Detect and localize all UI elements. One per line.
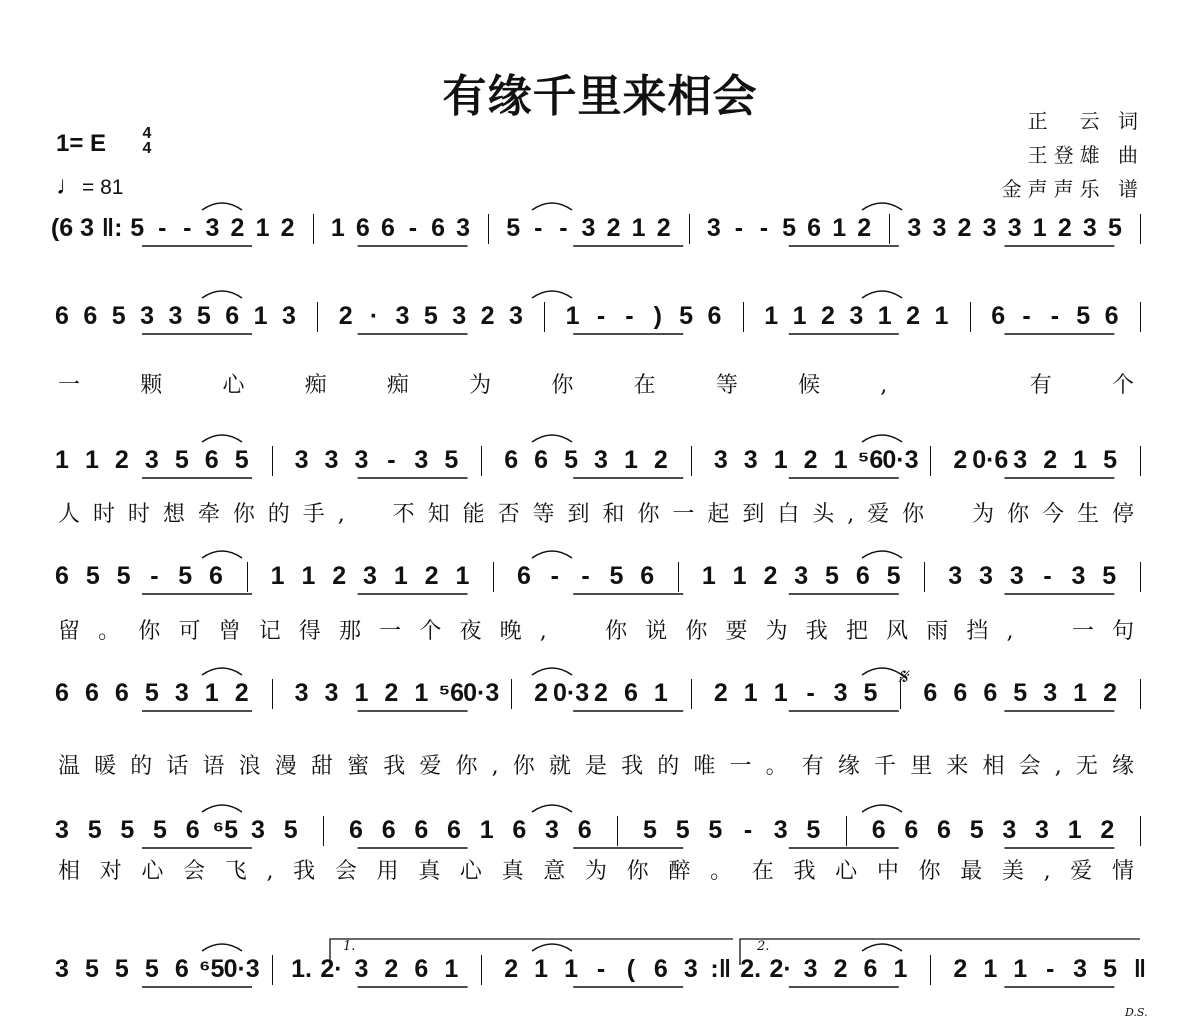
notation-token: 3 [1013,446,1028,474]
notation-token: 1 [983,955,998,983]
lyricist-credit: 正 云 词 [1027,109,1144,133]
notation-token: 2 [953,955,968,983]
notation-token: 3 [508,302,523,330]
notation-token: 3 [545,816,559,844]
notation-token: 1 [764,302,779,330]
notation-token: 5 [116,562,131,590]
tempo-marking [56,170,123,201]
notation-token: ‖: [101,214,123,242]
notation-token: 6 [414,955,429,983]
notation-token: 2 [1103,679,1117,707]
notation-token: 5 [1107,214,1122,242]
notation-token: 6 [640,562,655,590]
notation-token: 2 [953,446,968,474]
notation-token: 3 [581,214,596,242]
notation-token: 3 [456,214,471,242]
notation-token: 1 [1032,214,1047,242]
notation-token: 1 [773,446,788,474]
notation-token: 2 [332,562,347,590]
notation-token: 0·3 [223,955,260,983]
notation-token: 3 [594,446,608,474]
notation-token: 6 [55,562,69,590]
notation-token: 3 [1007,214,1022,242]
notation-token: 5 [708,816,723,844]
notation-token: 6 [185,816,200,844]
notation-token: 6 [225,302,240,330]
notation-token: 5 [825,562,839,590]
notation-token: 5 [120,816,135,844]
notation-token: 2 [1057,214,1072,242]
barline [1140,302,1141,332]
notation-token: 2· [320,955,343,983]
notation-token: 3 [140,302,155,330]
notation-token: 3 [907,214,922,242]
notation-token: 5 [144,679,159,707]
notation-token: 6 [953,679,968,707]
notation-token: - [408,214,418,242]
music-system [0,552,1200,600]
music-system [0,292,1200,340]
notation-token: - [806,679,815,707]
notation-token: 5 [111,302,126,330]
notation-token: 6 [855,562,870,590]
notation-token: 1 [255,214,270,242]
notation-token: 5 [87,816,102,844]
notation-token: 0·3 [463,679,500,707]
notation-token: ( [626,955,636,983]
music-system [0,806,1200,854]
notation-token: 1 [1067,816,1082,844]
notation-token: 5 [130,214,145,242]
notation-token: 2 [480,302,495,330]
notation-token: 6 [414,816,429,844]
segno-icon: 𝄋 [898,665,908,690]
notation-token: 6 [534,446,549,474]
notation-token: 6 [904,816,919,844]
notation-token: 5 [679,302,694,330]
notation-token: 5 [1103,955,1117,983]
notation-token: 3 [743,446,758,474]
notation-token: 3 [1002,816,1017,844]
lyrics-line: 相对心会飞,我会用真心真意为你醉。在我心中你最美,爱情 [58,859,1143,884]
notation-token: · [369,302,379,330]
notation-token: ‖ [1133,955,1147,983]
notation-token: 2 [656,214,671,242]
notation-token: 3 [1035,816,1049,844]
notation-token: 3 [1071,562,1086,590]
notation-token: 2 [653,446,668,474]
notation-token: 3 [354,955,369,983]
quarter-note-icon: ♩ [56,170,82,200]
barline [1140,214,1141,244]
notation-token: 6 [55,679,69,707]
notation-token: 0·3 [552,679,590,707]
transcriber-credit: 金声声乐 谱 [1001,177,1144,201]
notation-token: 3 [324,679,339,707]
notation-token: 2 [803,446,818,474]
notation-token: 5 [675,816,690,844]
notation-token: - [1045,955,1055,983]
notation-token: - [158,214,167,242]
notation-token: 3 [773,816,788,844]
notation-token: - [596,955,606,983]
notation-token: 5 [1013,679,1028,707]
barline [1140,446,1141,476]
notation-token: 2 [534,679,549,707]
volta-2-label: 2. [757,939,770,954]
notation-token: 1 [270,562,285,590]
notation-token: 5 [1103,446,1117,474]
notation-token: 5 [85,562,100,590]
notation-token: 1 [253,302,268,330]
music-system [0,945,1200,993]
notation-token: 1 [301,562,316,590]
notation-token: 1 [330,214,345,242]
lyrics-line: 一颗心痴痴为你在等候, 有个 [58,373,1143,398]
notation-token: 3 [706,214,721,242]
notation-token: ) [653,302,662,330]
notation-token: - [1050,302,1060,330]
notation-token: 6 [84,679,99,707]
notation-token: 6 [355,214,370,242]
notation-token: 5 [969,816,984,844]
notation-token: 1 [393,562,408,590]
time-signature [137,126,157,156]
notation-token: 2 [820,302,835,330]
notation-token: 1 [893,955,908,983]
notation-token: 1 [564,955,578,983]
notation-token: 1 [732,562,747,590]
notation-token: 6 [863,955,878,983]
notation-token: 6 [349,816,363,844]
notation-token: 5 [609,562,624,590]
notation-token: 2 [906,302,920,330]
notation-token: 1 [354,679,369,707]
time-signature-bottom: 4 [142,140,152,157]
notation-token: - [550,562,559,590]
notation-token: 3 [1009,562,1024,590]
notation-token: - [1022,302,1031,330]
notation-token: 2 [114,446,129,474]
notation-token: 3 [1082,214,1097,242]
notation-token: 6 [937,816,951,844]
notation-token: :‖ [710,955,732,983]
notation-token: 2 [1043,446,1058,474]
music-system [0,436,1200,484]
notation-token: 5 [114,955,129,983]
notation-token: 6 [653,955,668,983]
notation-token: 3 [833,679,848,707]
notation-token: 1 [1073,446,1088,474]
notation-token: 1. [291,955,312,983]
notation-token: 3 [452,302,467,330]
time-signature-top: 4 [142,125,152,142]
notation-token: 5 [1102,562,1117,590]
notation-token: 5 [886,562,901,590]
barline [1140,562,1141,592]
notation-token: - [534,214,543,242]
notation-token: 1 [833,446,848,474]
notation-token: 5 [1076,302,1091,330]
key-signature: 1= E [56,130,107,157]
notation-token: 5 [196,302,211,330]
notation-token: 2 [833,955,848,983]
notation-token: 1 [743,679,758,707]
notation-token: - [734,214,744,242]
notation-token: 2 [424,562,439,590]
notation-token: 3 [395,302,410,330]
notation-token: 3 [982,214,997,242]
notation-token: 2 [280,214,295,242]
notation-token: 2 [606,214,621,242]
notation-token: 2 [230,214,245,242]
credits [1002,104,1144,206]
notation-token: 5 [643,816,657,844]
notation-token: 5 [863,679,878,707]
notation-token: 1 [792,302,807,330]
notation-token: - [625,302,634,330]
notation-token: - [150,562,159,590]
notation-token: 5 [283,816,298,844]
lyrics-line: 留。你可曾记得那一个夜晚, 你说你要为我把风雨挡, 一句 [58,619,1143,644]
notation-token: 1 [479,816,494,844]
notation-token: 3 [281,302,296,330]
notation-token: 6 [209,562,223,590]
notation-token: 2· [769,955,792,983]
notation-token: - [581,562,590,590]
notation-token: 6 [83,302,98,330]
notation-token: (6 [50,214,74,242]
notation-token: 1 [934,302,949,330]
notation-token: 5 [506,214,521,242]
notation-token: 1 [623,446,638,474]
notation-token: 1 [1013,955,1028,983]
notation-token: 3 [55,816,69,844]
notation-token: 5 [806,816,821,844]
notation-token: 6 [871,816,886,844]
notation-token: 2 [594,679,608,707]
composer-credit: 王登雄 曲 [1027,143,1144,167]
notation-token: - [759,214,769,242]
barline [1140,679,1141,709]
lyrics-line: 温暖的话语浪漫甜蜜我爱你,你就是我的唯一。有缘千里来相会,无缘 [58,754,1143,779]
notation-token: 3 [932,214,947,242]
notation-token: 3 [794,562,809,590]
notation-token: 1 [653,679,668,707]
notation-token: 1 [565,302,580,330]
notation-token: ⁶5 [199,955,225,983]
notation-token: 3 [363,562,377,590]
notation-token: 1 [84,446,99,474]
notation-token: 2 [338,302,353,330]
notation-token: 3 [324,446,339,474]
notation-token: 2 [384,955,399,983]
notation-token: 0·6 [972,446,1009,474]
notation-token: 2 [504,955,519,983]
notation-token: 3 [168,302,183,330]
notation-token: 6 [577,816,592,844]
notation-token: 3 [294,446,309,474]
lyrics-line: 人时时想牵你的手, 不知能否等到和你一起到白头,爱你 为你今生停 [58,502,1143,527]
notation-token: 2 [763,562,778,590]
notation-token: - [559,214,568,242]
notation-token: 6 [923,679,938,707]
notation-token: 5 [178,562,193,590]
notation-token: 2 [384,679,399,707]
notation-token: 3 [251,816,265,844]
notation-token: 3 [683,955,698,983]
notation-token: 1 [414,679,429,707]
notation-token: 3 [948,562,963,590]
notation-token: 1 [444,955,459,983]
notation-token: - [387,446,396,474]
notation-token: 6 [991,302,1006,330]
notation-token: 5 [564,446,578,474]
volta-1-label: 1. [343,939,356,954]
notation-token: 6 [380,214,395,242]
notation-token: 6 [1104,302,1119,330]
notation-token: 3 [1073,955,1088,983]
notation-token: - [1043,562,1052,590]
notation-token: 1 [773,679,788,707]
notation-token: 6 [707,302,722,330]
notation-token: 2 [1100,816,1115,844]
notation-token: ⁵6 [857,446,884,474]
notation-token: 1 [877,302,892,330]
notation-token: 3 [80,214,95,242]
notation-token: 1 [631,214,646,242]
notation-token: 6 [517,562,531,590]
notation-token: 3 [849,302,864,330]
notation-token: 1 [204,679,219,707]
notation-token: 2 [957,214,972,242]
notation-token: 6 [204,446,219,474]
notation-token: 3 [174,679,189,707]
notation-token: 3 [979,562,993,590]
notation-token: 1 [55,446,69,474]
notation-token: 6 [114,679,129,707]
notation-token: 1 [1073,679,1088,707]
notation-token: 6 [174,955,189,983]
notation-token: 3 [803,955,818,983]
notation-token: 6 [807,214,822,242]
notation-token: 2. [740,955,762,983]
music-system [0,669,1200,717]
notation-token: 0·3 [882,446,919,474]
notation-token: - [183,214,192,242]
notation-token: 2 [857,214,872,242]
notation-token: 3 [713,446,728,474]
music-system [0,204,1200,252]
notation-token: - [743,816,753,844]
notation-token: 5 [84,955,99,983]
notation-token: 6 [431,214,445,242]
notation-token: 3 [414,446,429,474]
notation-token: 6 [512,816,527,844]
notation-token: 5 [234,446,249,474]
notation-token: 2 [713,679,728,707]
notation-token: 1 [832,214,847,242]
tempo-value: = 81 [82,176,124,199]
notation-token: 1 [701,562,716,590]
notation-token: 2 [234,679,249,707]
notation-token: 3 [55,955,69,983]
ds-label: D.S. [1125,1006,1148,1019]
notation-token: 1 [534,955,549,983]
notation-token: 6 [447,816,461,844]
barline [1140,816,1141,846]
notation-token: 6 [983,679,998,707]
notation-token: 6 [55,302,69,330]
song-title: 有缘千里来相会 [442,71,758,122]
notation-token: 3 [1043,679,1058,707]
notation-token: 3 [294,679,309,707]
notation-token: 6 [623,679,638,707]
notation-token: 5 [153,816,167,844]
notation-token: ⁵6 [438,679,465,707]
notation-token: ⁶5 [212,816,239,844]
notation-token: - [596,302,606,330]
notation-token: 5 [444,446,459,474]
notation-token: 6 [504,446,519,474]
notation-token: 5 [174,446,189,474]
notation-token: 6 [381,816,396,844]
notation-token: 3 [144,446,159,474]
notation-token: 5 [423,302,438,330]
notation-token: 3 [354,446,369,474]
notation-token: 5 [782,214,796,242]
notation-token: 5 [144,955,159,983]
notation-token: 3 [205,214,220,242]
notation-token: 1 [455,562,470,590]
